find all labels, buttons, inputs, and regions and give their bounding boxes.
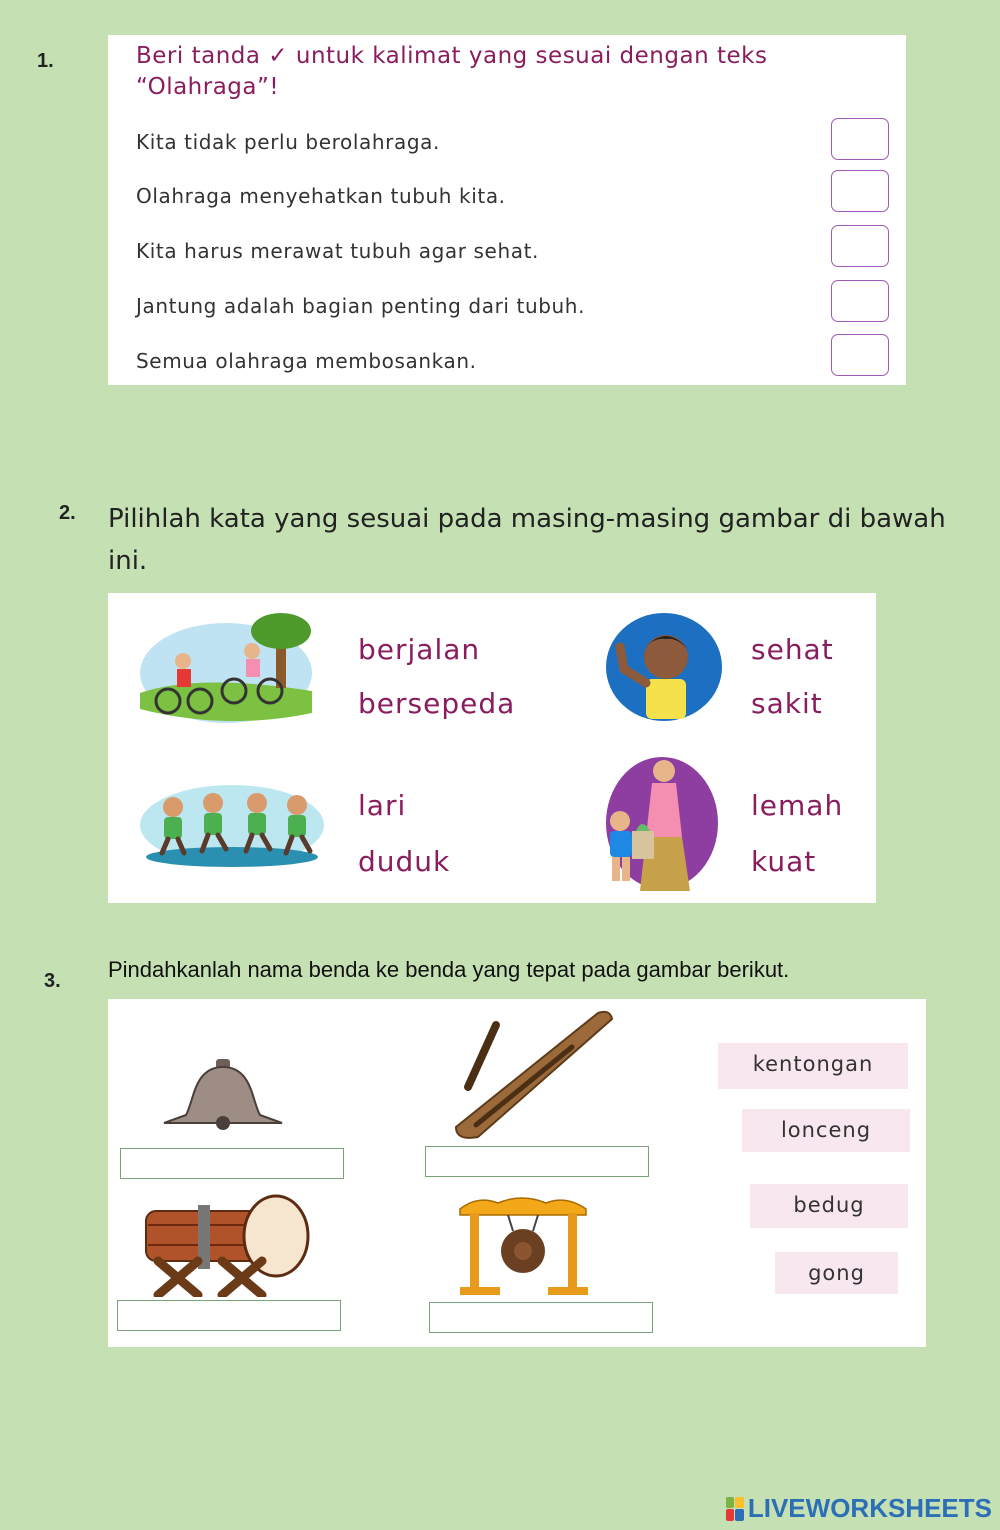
- statement-1: Kita tidak perlu berolahraga.: [136, 130, 440, 154]
- checkbox-5[interactable]: [831, 334, 889, 376]
- checkbox-1[interactable]: [831, 118, 889, 160]
- question-1-panel: [108, 35, 906, 385]
- word-lari[interactable]: lari: [358, 789, 407, 822]
- bell-icon: [160, 1057, 286, 1137]
- question-2-panel: [108, 593, 876, 903]
- drop-box-bedug[interactable]: [117, 1300, 341, 1331]
- checkbox-4[interactable]: [831, 280, 889, 322]
- drop-box-bell[interactable]: [120, 1148, 344, 1179]
- question-1-number: 1.: [37, 50, 54, 72]
- question-3-number: 3.: [44, 970, 61, 992]
- liveworksheets-badge-icon: [726, 1497, 744, 1521]
- word-duduk[interactable]: duduk: [358, 845, 451, 878]
- statement-4: Jantung adalah bagian penting dari tubuh.: [136, 294, 586, 318]
- checkbox-2[interactable]: [831, 170, 889, 212]
- drop-box-kentongan[interactable]: [425, 1146, 649, 1177]
- question-1-title: Beri tanda ✓ untuk kalimat yang sesuai dengan teks “Olahraga”!: [136, 43, 768, 100]
- chip-kentongan[interactable]: kentongan: [718, 1043, 908, 1089]
- statement-3: Kita harus merawat tubuh agar sehat.: [136, 239, 539, 263]
- mother-child-icon: [596, 757, 720, 897]
- statement-2: Olahraga menyehatkan tubuh kita.: [136, 184, 506, 208]
- question-3-prompt: Pindahkanlah nama benda ke benda yang tepat pada gambar berikut.: [108, 957, 790, 982]
- drop-box-gong[interactable]: [429, 1302, 653, 1333]
- word-berjalan[interactable]: berjalan: [358, 633, 481, 666]
- word-sehat[interactable]: sehat: [751, 633, 834, 666]
- boy-flexing-icon: [606, 613, 724, 723]
- word-bersepeda[interactable]: bersepeda: [358, 687, 516, 720]
- chip-bedug[interactable]: bedug: [750, 1184, 908, 1228]
- bedug-drum-icon: [138, 1191, 312, 1297]
- checkbox-3[interactable]: [831, 225, 889, 267]
- kentongan-icon: [448, 1007, 618, 1139]
- chip-gong[interactable]: gong: [775, 1252, 898, 1294]
- liveworksheets-logo-text: LIVEWORKSHEETS: [747, 1493, 992, 1523]
- question-2-prompt: Pilihlah kata yang sesuai pada masing-masing gambar di bawah ini.: [108, 504, 946, 576]
- question-3-panel: [108, 999, 926, 1347]
- word-kuat[interactable]: kuat: [751, 845, 817, 878]
- gong-icon: [458, 1193, 588, 1297]
- liveworksheets-logo: [726, 1493, 992, 1524]
- chip-lonceng[interactable]: lonceng: [742, 1109, 910, 1152]
- statement-5: Semua olahraga membosankan.: [136, 349, 477, 373]
- question-2-number: 2.: [59, 502, 76, 524]
- word-sakit[interactable]: sakit: [751, 687, 823, 720]
- children-cycling-icon: [138, 613, 313, 725]
- children-running-icon: [140, 783, 325, 871]
- word-lemah[interactable]: lemah: [751, 789, 844, 822]
